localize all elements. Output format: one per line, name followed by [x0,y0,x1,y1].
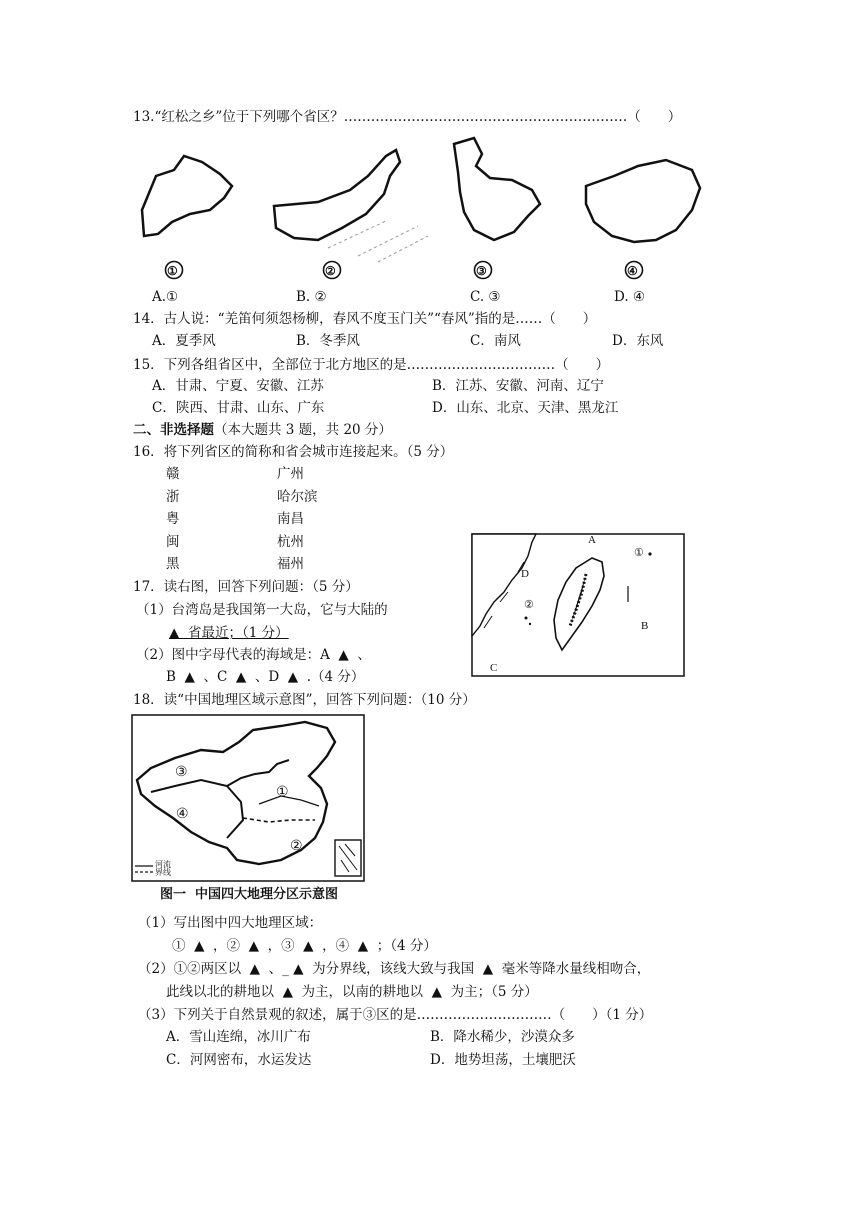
section2-note: （本大题共 3 题，共 20 分） [214,422,392,438]
q13-option-c[interactable]: C. ③ [470,289,501,305]
section2-heading [133,421,392,439]
q16-city: 广州 [277,466,304,482]
province-outline-2 [274,150,400,240]
q17-part2-line2: B ▲ 、C ▲ 、D ▲ .（4 分） [166,669,365,685]
q18-part1-line2: ① ▲ ，② ▲ ，③ ▲ ，④ ▲ ；（4 分） [172,938,437,954]
q14-option-c[interactable]: C．南风 [470,333,521,349]
taiwan-map-label-d: D [521,568,529,580]
china-map-region-2: ② [290,839,303,854]
q13-figure-label-2: ② [325,264,336,278]
china-map-caption: 图一 中国四大地理分区示意图 [160,887,339,902]
q18-part3-option-b[interactable]: B．降水稀少，沙漠众多 [430,1029,575,1045]
taiwan-map-label-b: B [641,620,649,632]
q13-figure-label-4: ④ [627,264,638,278]
province-outline-3 [454,138,540,240]
q13-option-a[interactable]: A.① [152,289,179,305]
q18-part3-stem: （3）下列关于自然景观的叙述，属于③区的是…………………………（ ）（1 分） [138,1007,653,1023]
q14-option-d[interactable]: D．东风 [612,333,664,349]
q15-option-a[interactable]: A．甘肃、宁夏、安徽、江苏 [152,378,324,394]
taiwan-map-label-c: C [490,662,498,674]
q17-part1-line2: ▲ 省最近；（1 分） [169,625,289,641]
q15-option-c[interactable]: C．陕西、甘肃、山东、广东 [152,400,325,416]
q16-stem: 16．将下列省区的简称和省会城市连接起来。（5 分） [133,444,454,460]
q13-option-d[interactable]: D. ④ [614,289,646,305]
q18-part3-option-a[interactable]: A．雪山连绵，冰川广布 [166,1029,311,1045]
q16-city: 福州 [277,556,304,572]
q16-city: 杭州 [277,534,304,550]
q18-part1-line1: （1）写出图中四大地理区域： [138,915,323,931]
q18-stem: 18．读“中国地理区域示意图”，回答下列问题：（10 分） [133,692,476,708]
q17-part2-line1: （2）图中字母代表的海域是：A ▲ 、 [136,647,371,663]
q14-option-a[interactable]: A．夏季风 [152,333,216,349]
q14-stem: 14．古人说：“羌笛何须怨杨柳，春风不度玉门关”“春风”指的是……（ ） [133,311,597,327]
q16-abbr: 粤 [166,511,180,527]
q13-province-outlines [128,136,708,286]
taiwan-map-marker-1: ① [634,547,644,559]
q16-city: 哈尔滨 [277,489,318,505]
q16-abbr: 浙 [166,489,180,505]
q15-option-b[interactable]: B．江苏、安徽、河南、辽宁 [432,378,604,394]
q13-figure-label-3: ③ [476,264,487,278]
q15-stem: 15．下列各组省区中，全部位于北方地区的是……………………………（ ） [133,357,610,373]
q17-part1-line1: （1）台湾岛是我国第一大岛，它与大陆的 [136,602,388,618]
china-map-region-3: ③ [175,765,188,780]
china-map-region-1: ① [276,785,289,800]
q14-option-b[interactable]: B．冬季风 [296,333,360,349]
q18-part3-option-d[interactable]: D．地势坦荡，土壤肥沃 [430,1052,576,1068]
china-map-region-4: ④ [176,807,189,822]
province-outline-1 [142,156,232,236]
q15-option-d[interactable]: D．山东、北京、天津、黑龙江 [432,400,619,416]
china-map-legend-boundary: 界线 [155,868,171,877]
china-map-legend-river: 河流 [155,860,171,869]
q13-figure-label-1: ① [167,264,178,278]
q17-stem: 17．读右图，回答下列问题：（5 分） [133,579,359,595]
q16-city: 南昌 [277,511,304,527]
province-outline-4 [586,160,700,242]
q18-part3-option-c[interactable]: C．河网密布，水运发达 [166,1052,312,1068]
section2-title: 二、非选择题 [133,422,214,438]
q18-part2-line1: （2）①②两区以 ▲ 、_ ▲ 为分界线，该线大致与我国 ▲ 毫米等降水量线相吻合， [138,961,651,977]
taiwan-map-label-a: A [588,534,596,546]
taiwan-map [470,532,686,678]
taiwan-map-marker-2: ② [524,599,534,611]
q16-abbr: 赣 [166,466,180,482]
q13-option-b[interactable]: B. ② [296,289,327,305]
q18-part2-line2: 此线以北的耕地以 ▲ 为主，以南的耕地以 ▲ 为主；（5 分） [166,984,538,1000]
q16-abbr: 闽 [166,534,180,550]
q16-abbr: 黑 [166,556,180,572]
q13-stem: 13.“红松之乡”位于下列哪个省区？………………………………………………………（ ） [133,109,682,125]
